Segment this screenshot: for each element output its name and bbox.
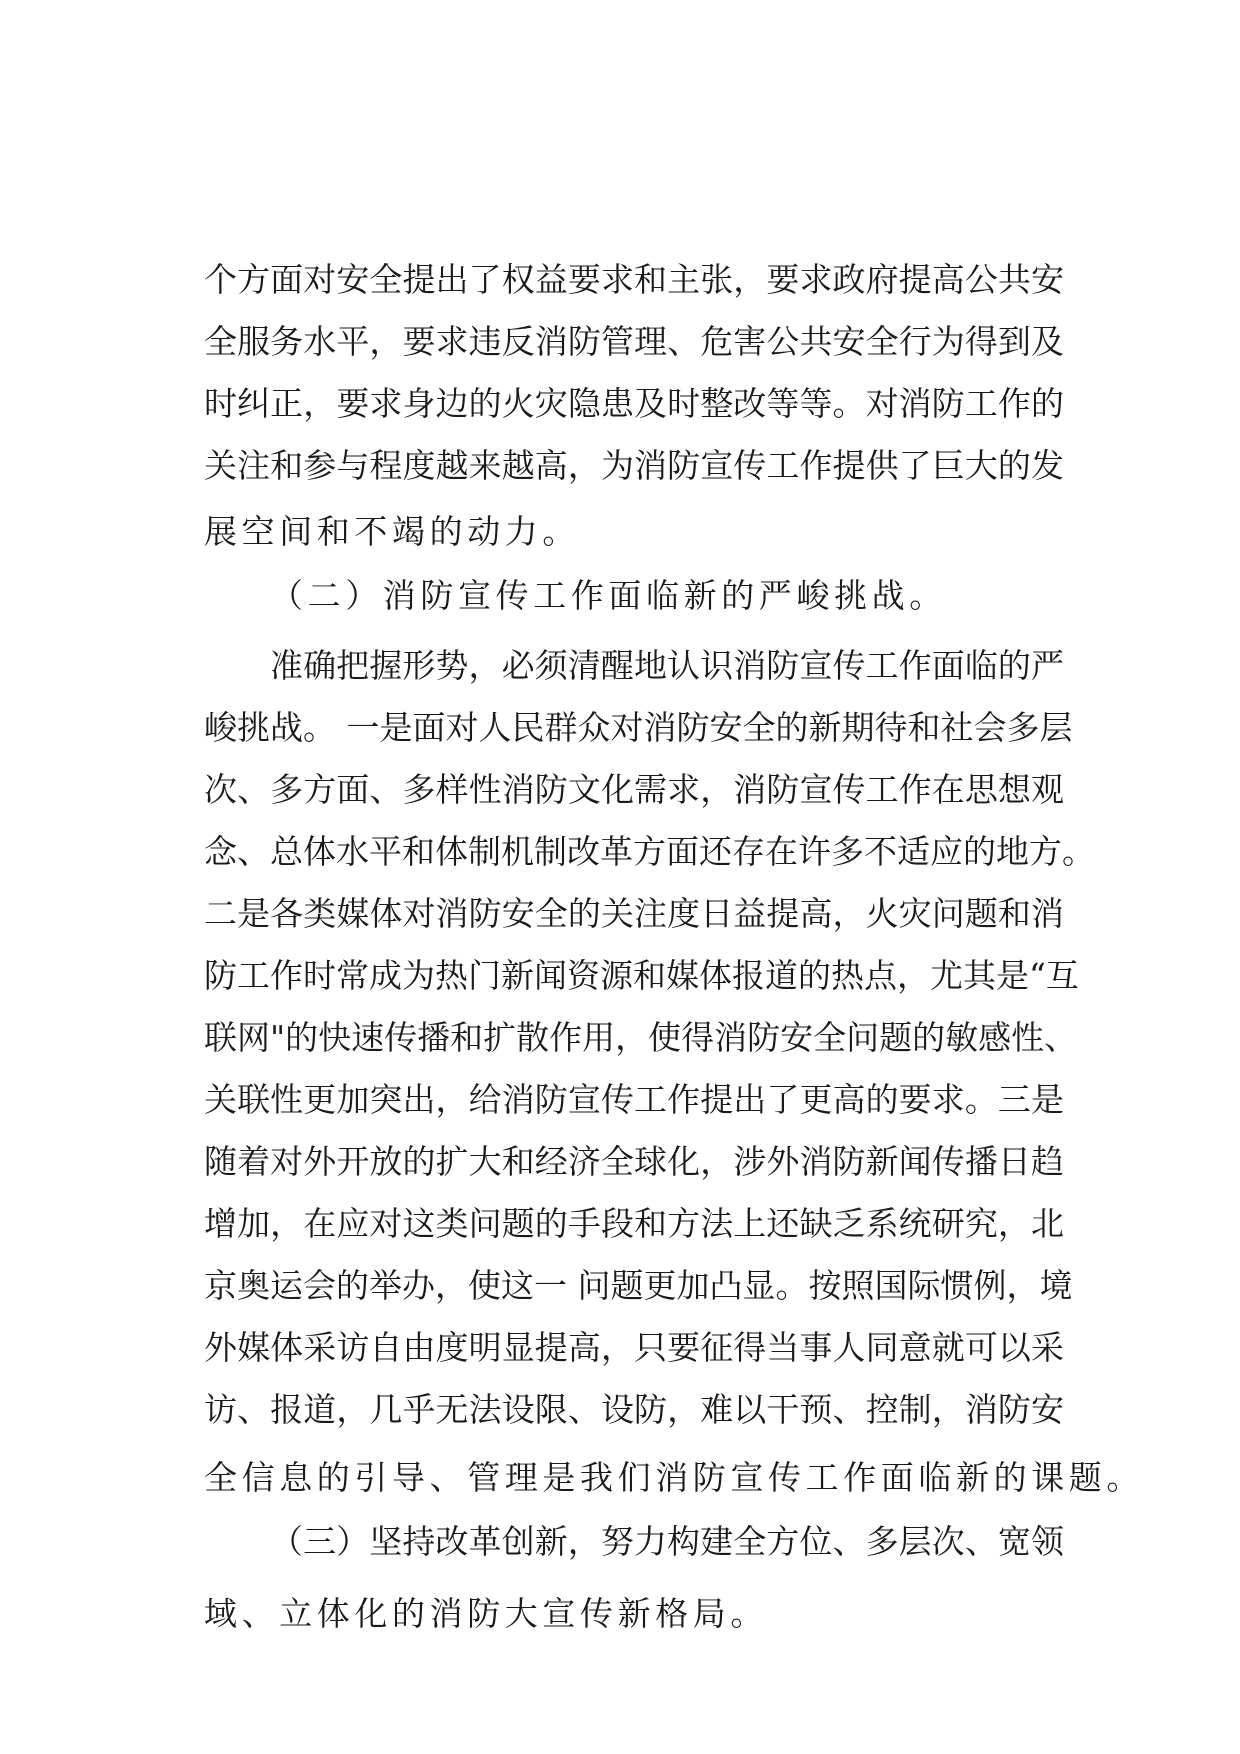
section-heading-2: （二）消防宣传工作面临新的严峻挑战。: [270, 576, 947, 615]
paragraph-line: 增加，在应对这类问题的手段和方法上还缺乏系统研究，北: [204, 1204, 1064, 1243]
paragraph-line: 联网"的快速传播和扩散作用，使得消防安全问题的敏感性、: [204, 1018, 1078, 1057]
paragraph-line: 防工作时常成为热门新闻资源和媒体报道的热点，尤其是“互: [204, 956, 1079, 995]
paragraph-line: 关注和参与程度越来越高，为消防宣传工作提供了巨大的发: [204, 446, 1064, 485]
paragraph-line: 峻挑战。 一是面对人民群众对消防安全的新期待和社会多层: [204, 708, 1073, 747]
section-heading-3: （三）坚持改革创新，努力构建全方位、多层次、宽领: [270, 1522, 1064, 1561]
paragraph-line: 外媒体采访自由度明显提高，只要征得当事人同意就可以采: [204, 1328, 1064, 1367]
paragraph-line: 关联性更加突出，给消防宣传工作提出了更高的要求。三是: [204, 1080, 1064, 1119]
paragraph-line: 全信息的引导、管理是我们消防宣传工作面临新的课题。: [204, 1458, 1144, 1497]
paragraph-line: 访、报道，几乎无法设限、设防，难以干预、控制，消防安: [204, 1390, 1064, 1429]
paragraph-line: 次、多方面、多样性消防文化需求，消防宣传工作在思想观: [204, 770, 1064, 809]
paragraph-line: 随着对外开放的扩大和经济全球化，涉外消防新闻传播日趋: [204, 1142, 1064, 1181]
section-heading-3-continued: 域、立体化的消防大宣传新格局。: [204, 1594, 768, 1633]
paragraph-line: 二是各类媒体对消防安全的关注度日益提高，火灾问题和消: [204, 894, 1064, 933]
paragraph-line: 京奥运会的举办，使这一 问题更加凸显。按照国际惯例，境: [204, 1266, 1073, 1305]
paragraph-line: 个方面对安全提出了权益要求和主张，要求政府提高公共安: [204, 260, 1064, 299]
paragraph-line: 念、总体水平和体制机制改革方面还存在许多不适应的地方。: [204, 832, 1095, 871]
paragraph-line: 全服务水平，要求违反消防管理、危害公共安全行为得到及: [204, 322, 1064, 361]
paragraph-line: 准确把握形势，必须清醒地认识消防宣传工作面临的严: [270, 646, 1064, 685]
paragraph-line: 展空间和不竭的动力。: [204, 512, 580, 551]
paragraph-line: 时纠正，要求身边的火灾隐患及时整改等等。对消防工作的: [204, 384, 1064, 423]
